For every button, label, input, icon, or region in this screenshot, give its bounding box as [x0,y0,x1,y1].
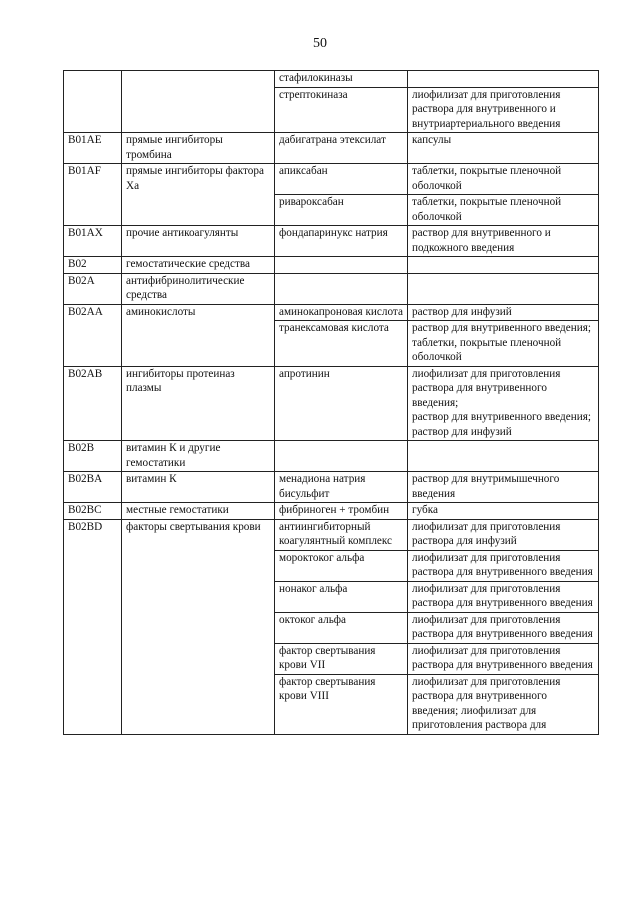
dosage-form-text: таблетки, покрытые пленочной оболочкой [412,165,562,192]
drug-name-cell: фибриноген + тромбин [275,503,408,520]
table-row [64,164,599,195]
dosage-form-cell [408,472,599,503]
pharm-group-cell: аминокислоты [122,304,275,366]
dosage-form-cell [408,257,599,274]
drug-name-cell: ривароксабан [275,195,408,226]
drug-name-cell: дабигатрана этексилат [275,133,408,164]
dosage-form-cell [408,304,599,321]
dosage-form-text: лиофилизат для приготовления раствора для внутривенного и внутриартериального введения [412,88,561,130]
dosage-form-cell [408,71,599,88]
drug-table [63,70,599,735]
drug-name-cell: мороктоког альфа [275,550,408,581]
dosage-form-text: лиофилизат для приготовления раствора для инфузий [412,520,561,547]
table-row [64,257,599,274]
pharm-group-cell: прямые ингибиторы фактора Ха [122,164,275,226]
dosage-form-cell [408,503,599,520]
dosage-form-cell [408,643,599,674]
drug-name-cell: апиксабан [275,164,408,195]
dosage-form-text: раствор для внутривенного введения; таблетки, покрытые пленочной оболочкой [412,322,591,363]
table-row [64,71,599,88]
drug-name-cell: стафилокиназы [275,71,408,88]
dosage-form-text: раствор для внутримышечного введения [412,473,560,500]
pharm-group-cell: гемостатические средства [122,257,275,274]
drug-name-cell [275,273,408,304]
dosage-form-cell [408,226,599,257]
dosage-form-cell [408,519,599,550]
atc-code-cell [64,71,122,133]
dosage-form-text: раствор для внутривенного и подкожного введения [412,227,551,254]
dosage-form-text: лиофилизат для приготовления раствора для внутривенного введения [412,551,593,578]
atc-code-cell: B02AA [64,304,122,366]
dosage-form-cell [408,674,599,734]
pharm-group-cell: факторы свертывания крови [122,519,275,734]
atc-code-cell: B02A [64,273,122,304]
dosage-form-text: лиофилизат для приготовления раствора для внутривенного введения [412,644,593,671]
page-number: 50 [313,36,327,51]
dosage-form-text: раствор для внутривенного введения; раствор для инфузий [412,411,591,438]
dosage-form-text: раствор для инфузий [412,305,512,318]
drug-name-cell: нонаког альфа [275,581,408,612]
table-row [64,441,599,472]
atc-code-cell: B02BA [64,472,122,503]
dosage-form-cell [408,321,599,367]
drug-name-cell [275,441,408,472]
pharm-group-cell: витамин К и другие гемостатики [122,441,275,472]
drug-name-cell: фактор свертывания крови VII [275,643,408,674]
drug-name-cell [275,257,408,274]
dosage-form-cell [408,273,599,304]
pharm-group-cell: местные гемостатики [122,503,275,520]
dosage-form-cell [408,612,599,643]
pharm-group-cell: прочие антикоагулянты [122,226,275,257]
drug-name-cell: апротинин [275,366,408,441]
pharm-group-cell: антифибринолитические средства [122,273,275,304]
dosage-form-cell [408,87,599,133]
atc-code-cell: B02AB [64,366,122,441]
table-row [64,472,599,503]
table-row [64,226,599,257]
atc-code-cell: B02BD [64,519,122,734]
dosage-form-text: губка [412,504,438,516]
drug-name-cell: менадиона натрия бисульфит [275,472,408,503]
table-row [64,503,599,520]
dosage-form-cell [408,441,599,472]
dosage-form-text: лиофилизат для приготовления раствора для внутривенного введения; [412,367,561,409]
dosage-form-text: лиофилизат для приготовления раствора для внутривенного введения; лиофилизат для приготовления раствора для [412,675,561,731]
dosage-form-cell [408,195,599,226]
dosage-form-cell [408,581,599,612]
dosage-form-text: капсулы [412,134,452,146]
table-row [64,304,599,321]
atc-code-cell: B02B [64,441,122,472]
drug-name-cell: аминокапроновая кислота [275,304,408,321]
dosage-form-text: таблетки, покрытые пленочной оболочкой [412,196,562,223]
atc-code-cell: B01AF [64,164,122,226]
table-row [64,519,599,550]
dosage-form-cell [408,133,599,164]
drug-name-cell: стрептокиназа [275,87,408,133]
atc-code-cell: B01AE [64,133,122,164]
drug-name-cell: октоког альфа [275,612,408,643]
dosage-form-text: лиофилизат для приготовления раствора для внутривенного введения [412,582,593,609]
drug-name-cell: антиингибиторный коагулянтный комплекс [275,519,408,550]
drug-name-cell: транексамовая кислота [275,321,408,367]
drug-table-body [64,71,599,735]
table-row [64,366,599,441]
dosage-form-text: лиофилизат для приготовления раствора для внутривенного введения [412,613,593,640]
table-row [64,273,599,304]
dosage-form-cell [408,550,599,581]
table-row [64,133,599,164]
atc-code-cell: B02 [64,257,122,274]
pharm-group-cell: ингибиторы протеиназ плазмы [122,366,275,441]
drug-name-cell: фактор свертывания крови VIII [275,674,408,734]
pharm-group-cell: прямые ингибиторы тромбина [122,133,275,164]
pharm-group-cell [122,71,275,133]
drug-name-cell: фондапаринукс натрия [275,226,408,257]
atc-code-cell: B01AX [64,226,122,257]
atc-code-cell: B02BC [64,503,122,520]
dosage-form-cell [408,366,599,441]
dosage-form-cell [408,164,599,195]
pharm-group-cell: витамин К [122,472,275,503]
